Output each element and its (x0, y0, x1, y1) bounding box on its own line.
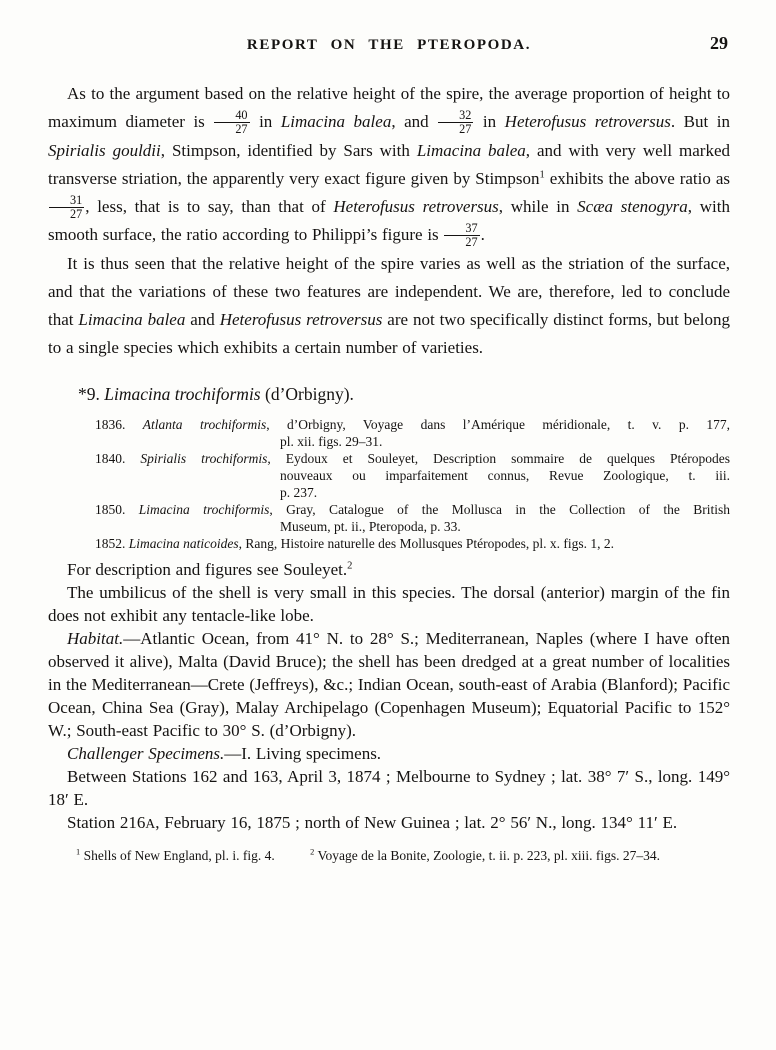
fraction: $\frac{37}{27}$ (443, 222, 480, 249)
text-run: , and with very well marked transverse striation, the apparently very exact figure given by Stimpson (48, 140, 731, 188)
text-run: , Rang, Histoire naturelle des Mollusques Ptéropodes, pl. x. figs. 1, 2. (238, 535, 614, 551)
text-run: Habitat. (67, 628, 124, 648)
paragraph-description-ref (48, 558, 730, 581)
text-run: Challenger Specimens. (67, 743, 225, 763)
citation-line (95, 450, 730, 467)
footnotes-row (48, 847, 730, 864)
text-run: For description and figures see Souleyet. (67, 559, 348, 579)
text-run: Scæa stenogyra (577, 196, 688, 216)
paragraph-between-stations (48, 765, 730, 811)
text-run: Voyage de la Bonite, Zoologie, t. ii. p. 223, pl. xiii. figs. 27–34. (314, 847, 660, 863)
footnote-1 (76, 847, 275, 864)
text-run: Heterofusus retroversus (219, 309, 383, 329)
text-run: , Stimpson, identified by Sars with (160, 140, 417, 160)
text-run: Shells of New England, pl. i. fig. 4. (80, 847, 275, 863)
page-number: 29 (710, 33, 728, 53)
fraction: $\frac{32}{27}$ (437, 109, 474, 136)
text-run: Limacina naticoides (128, 535, 239, 551)
text-run: , d’Orbigny, Voyage dans l’Amérique méridionale, t. v. p. 177, (266, 416, 730, 432)
text-run: *9. (78, 383, 105, 404)
text-run: , Gray, Catalogue of the Mollusca in the Collection of the British (269, 501, 730, 517)
footnote-marker: 1 (539, 168, 545, 180)
text-run: It is thus seen that the relative height of the spire varies as well as the striation of the surface, and that the variations of these two features are independent. We are, therefore, led to conclude that (48, 253, 730, 329)
text-run: , Eydoux et Souleyet, Description sommaire de quelques Ptéropodes (267, 450, 731, 466)
text-run: , while in (498, 196, 578, 216)
text-run: (d’Orbigny). (260, 383, 354, 404)
text-run: 1850. (95, 501, 139, 517)
footnote-marker: 2 (347, 560, 353, 572)
text-run: —Atlantic Ocean, from 41° N. to 28° S.; Mediterranean, Naples (where I have often observed it alive), Malta (David Bruce); the shell has been dredged at a great number of localities in the Mediterranean—Crete (Jeffreys), &c.; Indian Ocean, south-east of Arabia (Blanford); Pacific Ocean, China Sea (Gray), Malay Archipelago (Copenhagen Museum); Equatorial Pacific to 152° W.; South-east Pacific to 30° S. (d’Orbigny). (48, 628, 730, 740)
text-run: Spirialis trochiformis (140, 450, 268, 466)
text-run: . (480, 225, 485, 245)
text-run: Heterofusus retroversus (333, 196, 499, 216)
fraction: $\frac{40}{27}$ (213, 109, 250, 136)
text-run: in (250, 112, 281, 131)
citation-line (280, 467, 730, 484)
text-run: , February 16, 1875 ; north of New Guinea ; lat. 2° 56′ N., long. 134° 11′ E. (155, 812, 678, 832)
paragraph-challenger-specimens (48, 742, 730, 765)
text-run: Limacina balea (416, 140, 526, 160)
footnote-marker: 1 (76, 847, 81, 857)
fraction: $\frac{31}{27}$ (48, 194, 85, 221)
text-run: and (185, 309, 220, 329)
text-run: Heterofusus retroversus (504, 112, 671, 131)
text-run: Limacina balea (280, 112, 392, 131)
text-run: Station 216 (67, 812, 146, 832)
text-run: p. 237. (280, 484, 318, 500)
text-run: The umbilicus of the shell is very small in this species. The dorsal (anterior) margin of the fin does not exhibit any tentacle-like lobe. (48, 582, 730, 625)
page-title: REPORT ON THE PTEROPODA. (246, 37, 532, 53)
citation-line (280, 484, 730, 501)
text-run: Limacina balea (78, 309, 186, 329)
text-run: exhibits the above ratio as (544, 168, 730, 188)
text-run: Limacina trochiformis (138, 501, 270, 517)
text-run: Atlanta trochiformis (142, 416, 267, 432)
running-head (48, 33, 730, 56)
paragraph-conclusion (48, 250, 730, 362)
paragraph-habitat (48, 627, 730, 742)
text-run: Limacina trochiformis (104, 383, 261, 404)
citation-line (280, 518, 730, 535)
text-run: 1836. (95, 416, 143, 432)
synonymy-list (95, 416, 730, 552)
text-run: Spirialis gouldii (48, 140, 161, 160)
text-run: —I. Living specimens. (224, 743, 382, 763)
paragraph-station-216a (48, 811, 730, 835)
text-run: As to the argument based on the relative height of the spire, the average proportion of height to maximum diameter is (48, 84, 730, 131)
paragraph-spire-ratio (48, 80, 730, 250)
text-run: pl. xii. figs. 29–31. (280, 433, 383, 449)
text-run: . But in (670, 112, 730, 131)
citation-line (280, 433, 730, 450)
text-run: 1852. (95, 535, 129, 551)
citation-line (95, 535, 730, 552)
citation-line (95, 416, 730, 433)
text-run: are not two specifically distinct forms, but belong to a single species which exhibits a certain number of varieties. (48, 309, 730, 357)
text-run: Museum, pt. ii., Pteropoda, p. 33. (280, 518, 461, 534)
footnote-marker: 2 (310, 847, 315, 857)
text-run: , with smooth surface, the ratio according to Philippi’s figure is (48, 196, 730, 245)
footnote-2 (310, 847, 660, 864)
text-run: in (474, 112, 505, 131)
paragraph-umbilicus (48, 581, 730, 627)
text-run: Between Stations 162 and 163, April 3, 1874 ; Melbourne to Sydney ; lat. 38° 7′ S., long. 149° 18′ E. (48, 766, 730, 809)
text-run: A (145, 815, 156, 831)
citation-line (95, 501, 730, 518)
text-run: , and (391, 112, 438, 131)
text-run: nouveaux ou imparfaitement connus, Revue Zoologique, t. iii. (280, 467, 730, 483)
text-run: , less, that is to say, than that of (85, 196, 334, 216)
text-run: 1840. (95, 450, 141, 466)
species-heading (78, 382, 730, 406)
